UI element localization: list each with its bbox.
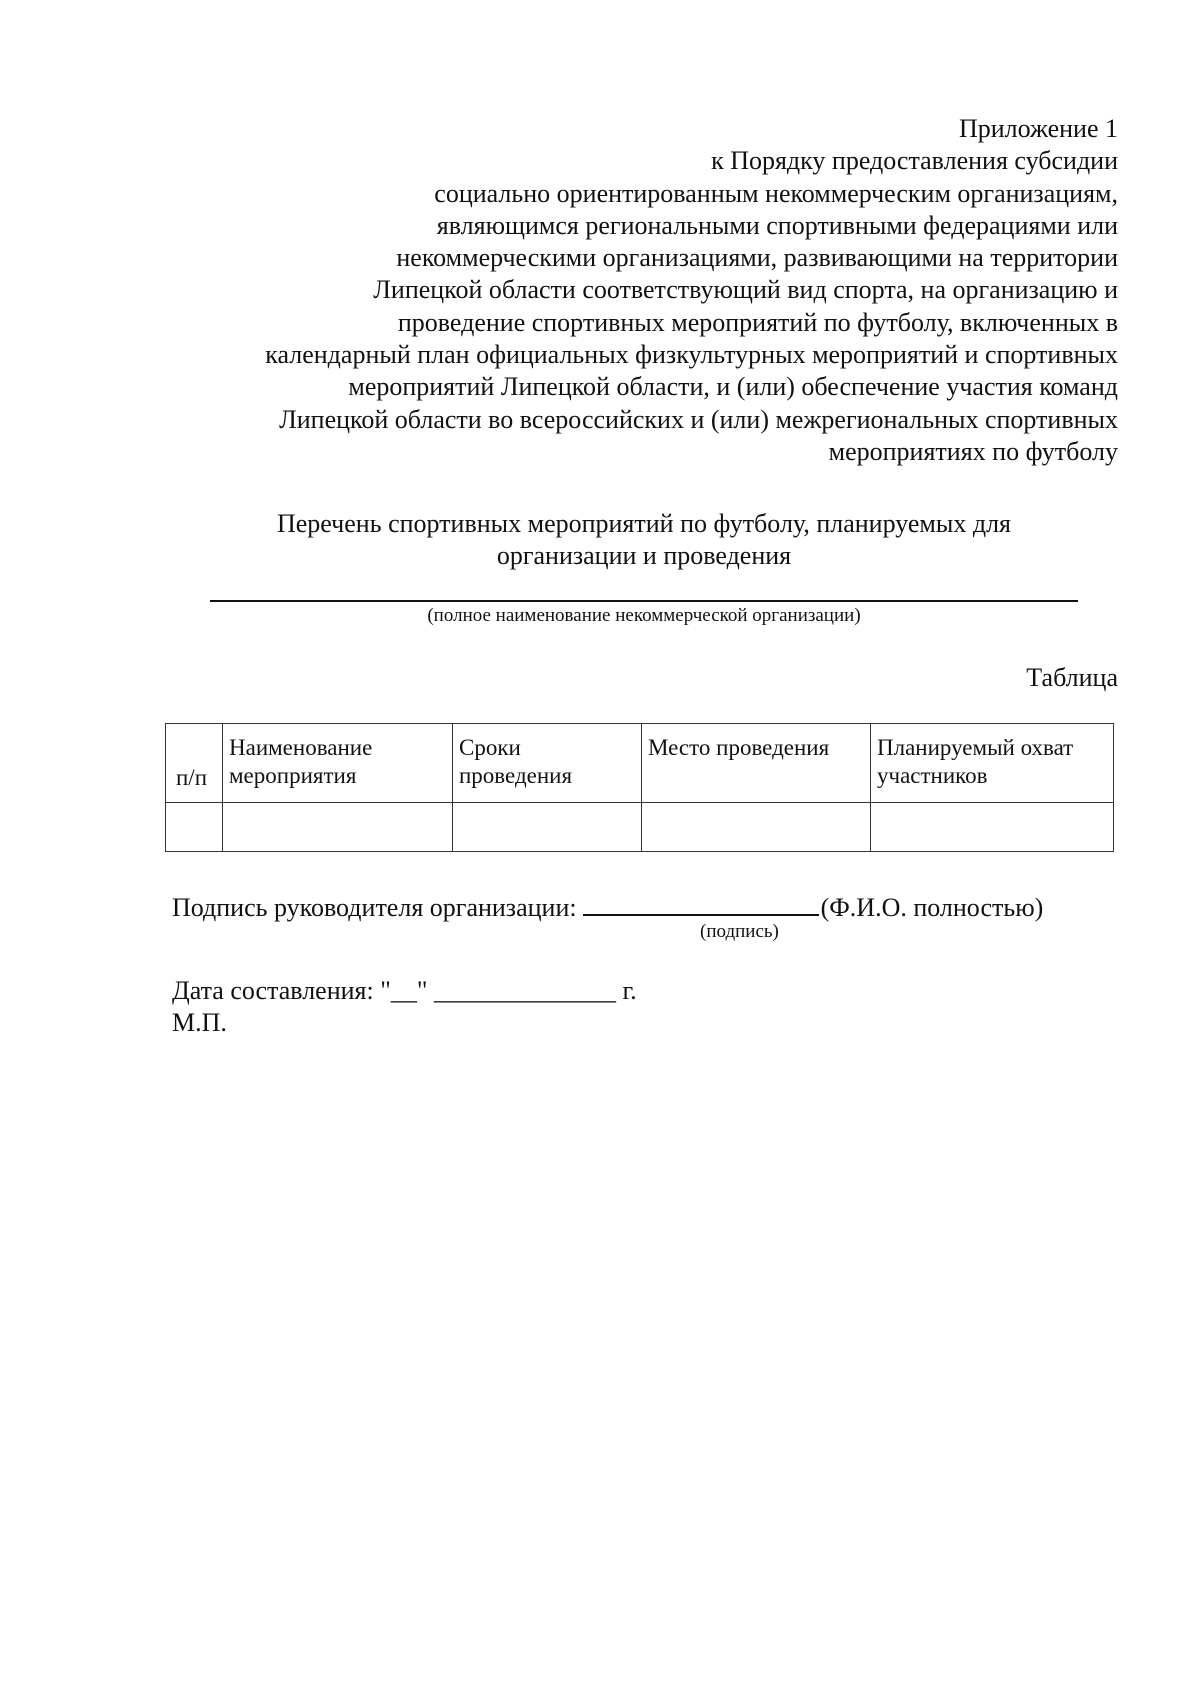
table-header-cell: п/п (166, 724, 223, 803)
appendix-line: социально ориентированным некоммерческим организациям, (434, 178, 1118, 208)
signature-label: Подпись руководителя организации: (172, 893, 577, 922)
table-header-cell: Планируемый охват участников (871, 724, 1114, 803)
table-header-cell: Наименование мероприятия (223, 724, 453, 803)
signature-caption: (подпись) (700, 921, 779, 942)
table-row (166, 803, 1114, 852)
table-cell (166, 803, 223, 852)
table-header-cell: Место проведения (642, 724, 871, 803)
date-row: Дата составления: "__" ______________ г. (172, 976, 637, 1005)
signature-row (172, 888, 1118, 924)
signature-fio: (Ф.И.О. полностью) (820, 893, 1044, 922)
table-cell (642, 803, 871, 852)
table-cell (453, 803, 642, 852)
appendix-header (170, 113, 1118, 468)
appendix-line: мероприятиях по футболу (828, 436, 1118, 466)
appendix-line: к Порядку предоставления субсидии (711, 146, 1118, 176)
events-table (165, 723, 1114, 852)
document-title-line: организации и проведения (496, 541, 792, 570)
table-header-row (166, 724, 1114, 803)
appendix-line: Липецкой области во всероссийских и (или) межрегиональных спортивных (279, 404, 1118, 434)
appendix-line: являющимся региональными спортивными федерациями или (436, 210, 1118, 240)
appendix-line: проведение спортивных мероприятий по футболу, включенных в (397, 307, 1118, 337)
table-header-cell: Сроки проведения (453, 724, 642, 803)
table-cell (223, 803, 453, 852)
appendix-line: Липецкой области соответствующий вид спорта, на организацию и (373, 275, 1118, 305)
appendix-line: некоммерческими организациями, развивающими на территории (396, 243, 1118, 273)
stamp-label: М.П. (172, 1008, 227, 1037)
document-title-line: Перечень спортивных мероприятий по футболу, планируемых для (276, 509, 1012, 538)
document-title (170, 508, 1118, 572)
organization-name-blank (210, 600, 1078, 602)
organization-name-caption: (полное наименование некоммерческой организации) (427, 605, 861, 626)
appendix-line: Приложение 1 (958, 114, 1118, 143)
appendix-line: мероприятий Липецкой области, и (или) обеспечение участия команд (348, 372, 1118, 402)
appendix-line: календарный план официальных физкультурных мероприятий и спортивных (265, 340, 1118, 370)
table-cell (871, 803, 1114, 852)
signature-blank (583, 888, 819, 916)
table-label: Таблица (1026, 663, 1118, 692)
